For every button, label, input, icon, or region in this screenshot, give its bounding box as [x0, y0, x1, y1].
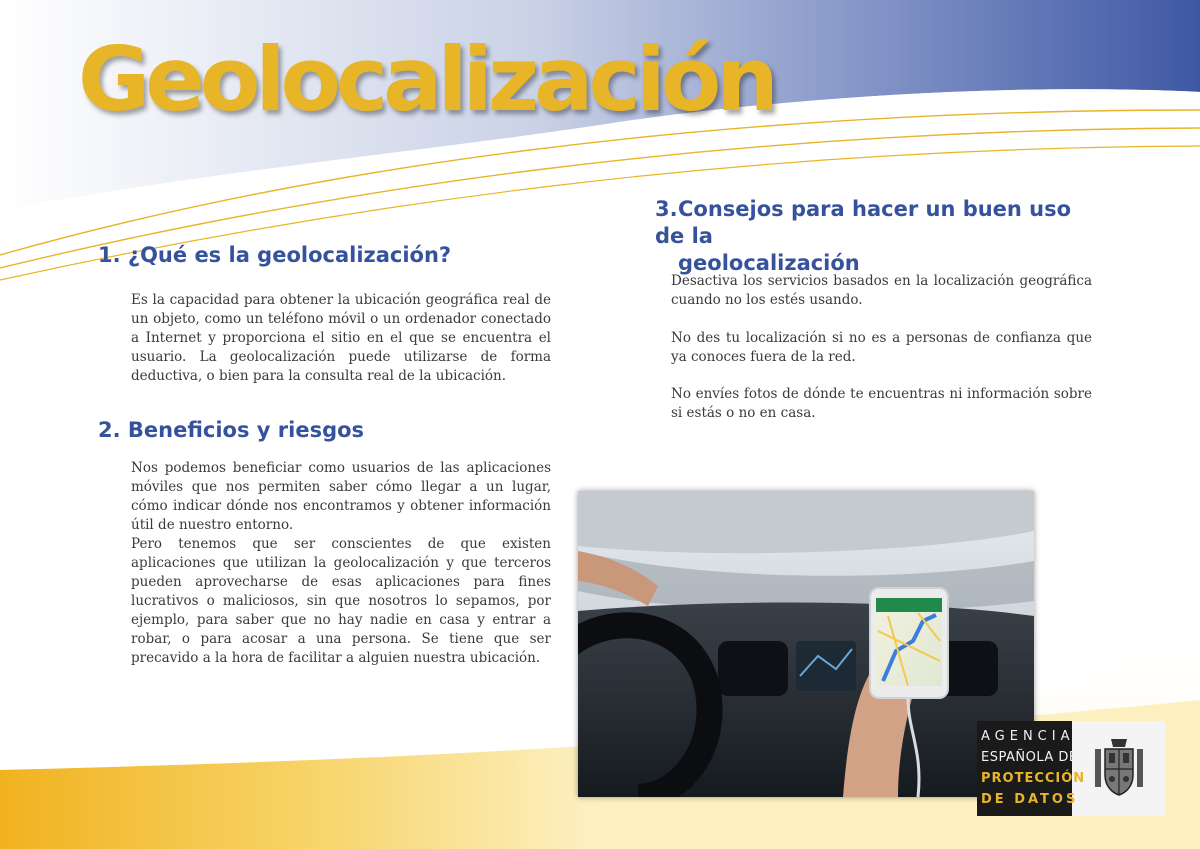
section-1-heading: 1. ¿Qué es la geolocalización?	[98, 243, 452, 267]
bottom-yellow-band	[0, 745, 600, 849]
logo-line-2: ESPAÑOLA DE	[981, 750, 1078, 765]
car-navigation-photo	[578, 491, 1034, 797]
dashboard-vent-left	[718, 641, 788, 696]
section-3-heading	[655, 196, 1095, 277]
section-3-heading-line-2: geolocalización	[678, 251, 860, 275]
tip-1: Desactiva los servicios basados en la localización geográfica cuando no los estés usando.	[671, 273, 1092, 308]
car-navigation-illustration	[578, 491, 1034, 797]
logo-line-3: PROTECCIÓN	[981, 771, 1086, 786]
tip-2: No des tu localización si no es a personas de confianza que ya conoces fuera de la red.	[671, 330, 1092, 365]
section-3-heading-line-1: Consejos para hacer un buen uso de la	[655, 197, 1072, 248]
logo-line-1: AGENCIA	[981, 729, 1075, 744]
section-1-paragraph: Es la capacidad para obtener la ubicación geográfica real de un objeto, como un teléfono móvil o un ordenador conectado a Internet y proporciona el sitio en el que se encuentra el usuario. La geolocalización puede utilizarse de forma deductiva, o bien para la consulta real de la ubicación.	[131, 292, 551, 384]
car-display	[796, 641, 856, 691]
page-title: Geolocalización	[78, 28, 774, 131]
section-2-paragraph-2: Pero tenemos que ser conscientes de que existen aplicaciones que utilizan la geolocalización y que terceros pueden aprovecharse de esas aplicaciones para fines lucrativos o maliciosos, sin que nosotros lo sepamos, por ejemplo, para saber que no hay nadie en casa y entrar a robar, o para acosar a una persona. Se tiene que ser precavido a la hora de facilitar a alguien nuestra ubicación.	[131, 536, 551, 666]
phone-map-header	[876, 598, 942, 612]
section-3-number: 3.	[655, 197, 678, 221]
section-2-heading: 2. Beneficios y riesgos	[98, 418, 365, 442]
tip-3: No envíes fotos de dónde te encuentras ni información sobre si estás o no en casa.	[671, 386, 1092, 421]
logo-line-4: DE DATOS	[981, 792, 1079, 807]
coat-of-arms-icon	[1089, 737, 1149, 799]
agency-logo	[977, 721, 1165, 816]
section-2-paragraph-1: Nos podemos beneficiar como usuarios de las aplicaciones móviles que nos permiten saber cómo llegar a un lugar, cómo indicar dónde nos encontramos y obtener información útil de nuestro entorno.	[131, 460, 551, 533]
